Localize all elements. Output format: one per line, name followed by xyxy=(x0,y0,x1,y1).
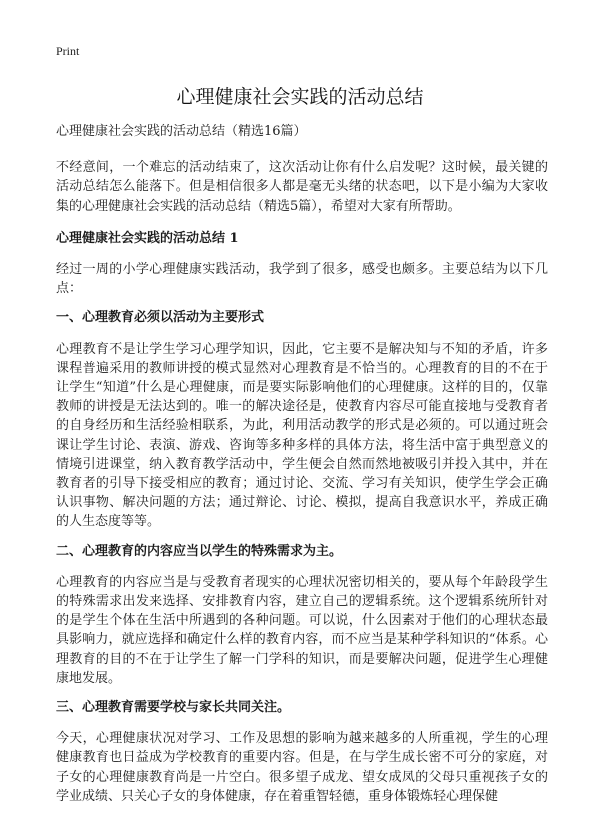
intro-paragraph: 不经意间，一个难忘的活动结束了，这次活动让你有什么启发呢？这时候，最关键的活动总结怎么能落下。但是相信很多人都是毫无头绪的状态吧，以下是小编为大家收集的心理健康社会实践的活动总结（精选5篇），希望对大家有所帮助。 xyxy=(56,160,548,214)
point-heading: 三、心理教育需要学校与家长共同关注。 xyxy=(56,700,291,716)
section-intro-paragraph: 经过一周的小学心理健康实践活动，我学到了很多，感受也颇多。主要总结为以下几点： xyxy=(56,262,548,297)
point-heading: 一、心理教育必须以活动为主要形式 xyxy=(56,310,265,326)
point-paragraph: 心理教育的内容应当是与受教育者现实的心理状况密切相关的，要从每个年龄段学生的特殊需求出发来选择、安排教育内容，建立自己的逻辑系统。这个逻辑系统所针对的是学生个体在生活中所遇到的各种问题。可以说，什么因素对于他们的心理状态最具影响力，就应选择和确定什么样的教育内容，而不应当是某种学科知识的“体系。心理教育的目的不在于让学生了解一门学科的知识，而是要解决问题，促进学生心理健康地发展。 xyxy=(56,574,548,686)
print-link[interactable]: Print xyxy=(56,44,80,58)
article-subtitle: 心理健康社会实践的活动总结（精选16篇） xyxy=(56,124,307,139)
page-title: 心理健康社会实践的活动总结 xyxy=(176,86,424,108)
point-paragraph: 今天，心理健康状况对学习、工作及思想的影响为越来越多的人所重视，学生的心理健康教育也日益成为学校教育的重要内容。但是，在与学生成长密不可分的家庭，对子女的心理健康教育尚是一片空白。很多望子成龙、望女成凤的父母只重视孩子女的学业成绩、只关心子女的身体健康，存在着重智轻德，重身体锻炼轻心理保健 xyxy=(56,731,548,804)
point-heading: 二、心理教育的内容应当以学生的特殊需求为主。 xyxy=(56,543,343,559)
article-body xyxy=(56,122,548,816)
section-heading: 心理健康社会实践的活动总结 1 xyxy=(56,230,239,246)
point-paragraph: 心理教育不是让学生学习心理学知识，因此，它主要不是解决知与不知的矛盾，许多课程普遍采用的教师讲授的模式显然对心理教育是不恰当的。心理教育的目的不在于让学生“知道”什么是心理健康，而是要实际影响他们的心理健康。这样的目的，仅靠教师的讲授是无法达到的。唯一的解决途径是，使教育内容尽可能直接地与受教育者的自身经历和生活经验相联系，为此，利用活动教学的形式是必须的。可以通过班会课让学生讨论、表演、游戏、咨询等多种多样的具体方法，将生活中富于典型意义的情境引进课堂，纳入教育教学活动中，学生便会自然而然地被吸引并投入其中，并在教育者的引导下接受相应的教育；通过讨论、交流、学习有关知识，使学生学会正确认识事物、解决问题的方法；通过辩论、讨论、模拟，提高自我意识水平，养成正确的人生态度等等。 xyxy=(56,341,548,530)
